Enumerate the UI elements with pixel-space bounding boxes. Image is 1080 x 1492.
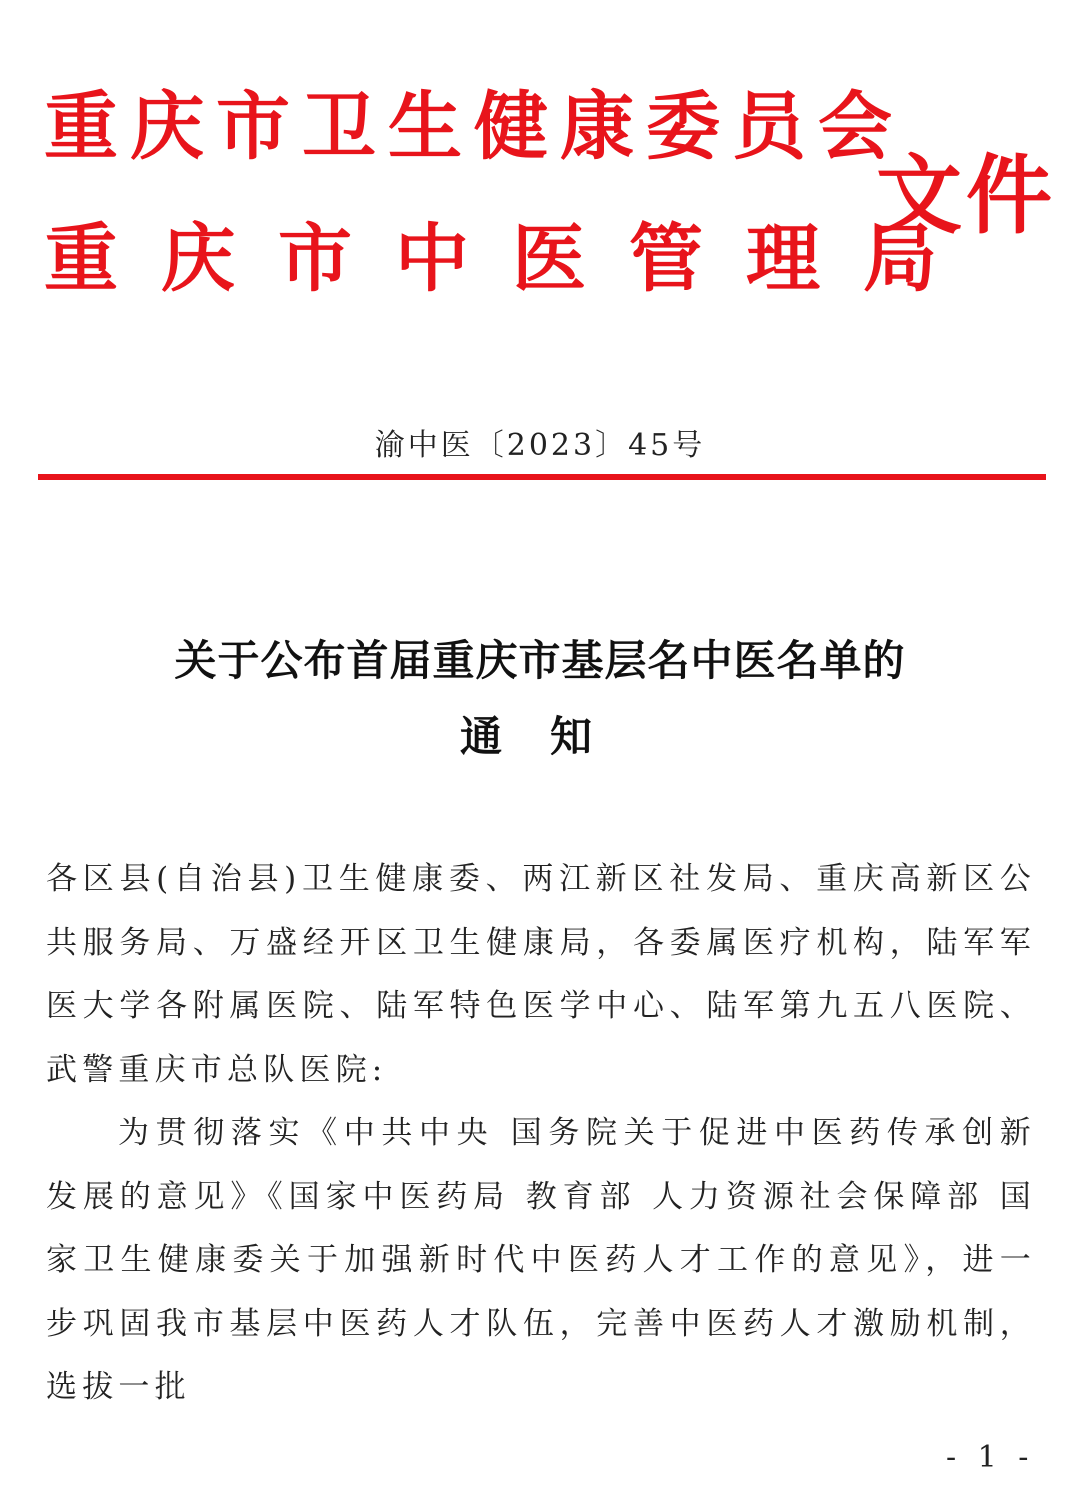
document-type-label: 文件 — [876, 145, 1056, 246]
notice-title: 关于公布首届重庆市基层名中医名单的 — [174, 636, 906, 685]
issuing-org-1: 重庆市卫生健康委员会 — [44, 84, 904, 170]
notice-title-suffix: 通知 — [459, 712, 640, 761]
page-number: - 1 - — [946, 1440, 1035, 1475]
issuing-org-2: 重庆市中医管理局 — [44, 216, 980, 302]
red-divider-line — [38, 474, 1046, 480]
notice-body — [46, 848, 1036, 1420]
body-paragraph: 为贯彻落实《中共中央 国务院关于促进中医药传承创新发展的意见》《国家中医药局 教育部 人力资源社会保障部 国家卫生健康委关于加强新时代中医药人才工作的意见》，进一步巩固我市基层中医药人才队伍，完善中医药人才激励机制，选拔一批 — [46, 1115, 1036, 1405]
document-header — [44, 78, 1054, 318]
recipients-paragraph: 各区县(自治县)卫生健康委、两江新区社发局、重庆高新区公共服务局、万盛经开区卫生健康局，各委属医疗机构，陆军军医大学各附属医院、陆军特色医学中心、陆军第九五八医院、武警重庆市总队医院: — [46, 861, 1036, 1088]
document-number: 渝中医〔2023〕45号 — [374, 428, 706, 463]
